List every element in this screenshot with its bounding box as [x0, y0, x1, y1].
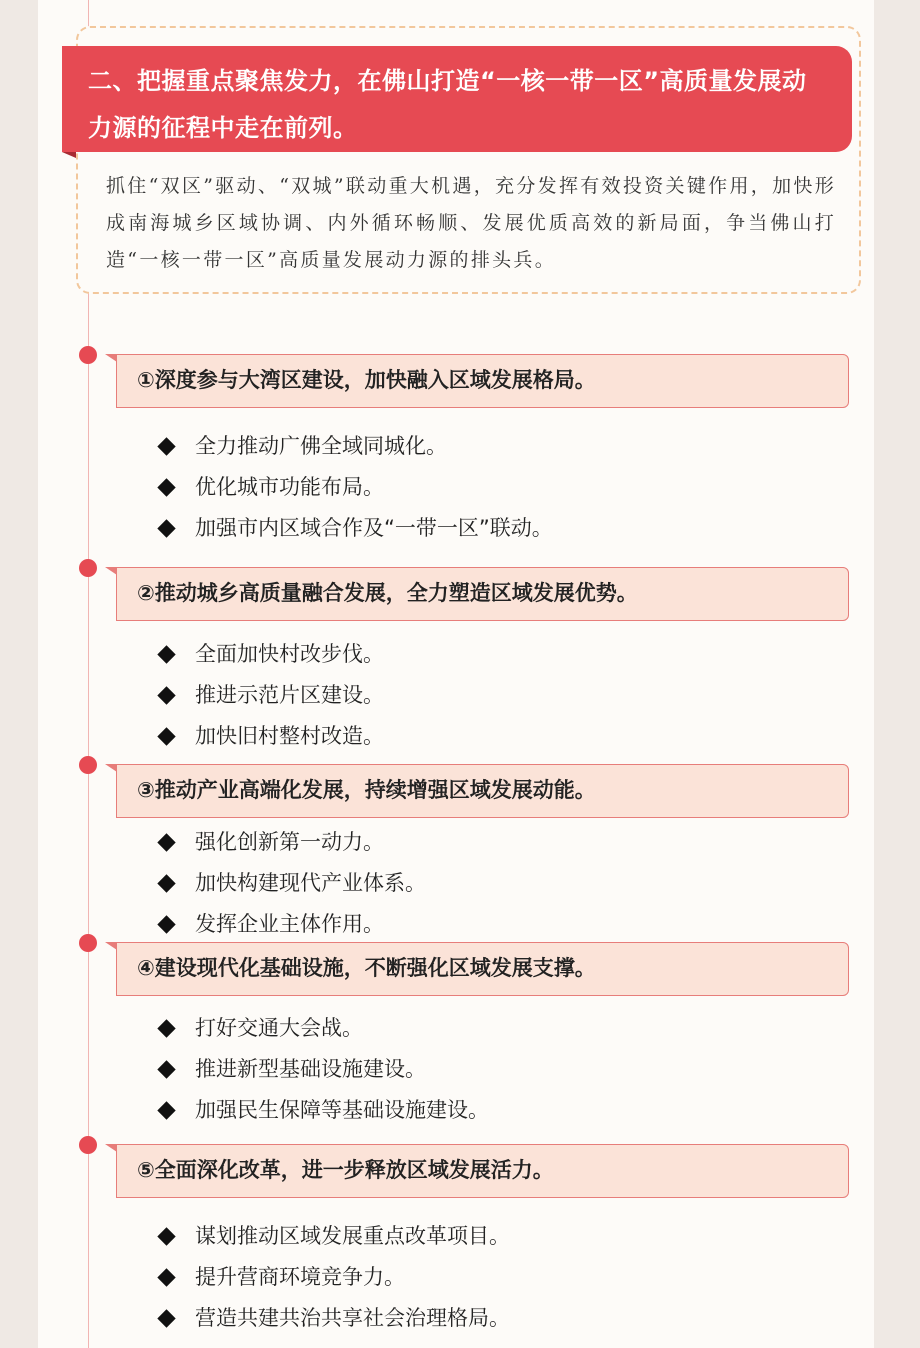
section-heading: [116, 567, 849, 621]
heading-notch: [105, 764, 117, 772]
banner-fold: [62, 152, 76, 158]
diamond-bullet-icon: [157, 1101, 175, 1119]
list-item-text: 推进新型基础设施建设。: [195, 1057, 426, 1081]
section-heading-text: ④建设现代化基础设施，不断强化区域发展支撑。: [137, 956, 596, 980]
diamond-bullet-icon: [157, 727, 175, 745]
list-item: [156, 1298, 876, 1339]
heading-notch: [105, 567, 117, 575]
timeline-dot: [79, 346, 97, 364]
list-item: [156, 904, 876, 945]
list-item-text: 打好交通大会战。: [195, 1016, 363, 1040]
list-item-text: 优化城市功能布局。: [195, 475, 384, 499]
diamond-bullet-icon: [157, 1019, 175, 1037]
list-item: [156, 716, 876, 757]
diamond-bullet-icon: [157, 478, 175, 496]
intro-text: 抓住“双区”驱动、“双城”联动重大机遇，充分发挥有效投资关键作用，加快形成南海城乡区域协调、内外循环畅顺、发展优质高效的新局面，争当佛山打造“一核一带一区”高质量发展动力源的排头兵。: [106, 175, 836, 271]
list-item: [156, 1257, 876, 1298]
list-item-text: 全力推动广佛全域同城化。: [195, 434, 447, 458]
diamond-bullet-icon: [157, 1227, 175, 1245]
list-item-text: 营造共建共治共享社会治理格局。: [195, 1306, 510, 1330]
bullet-list: [156, 634, 876, 757]
list-item-text: 加强市内区域合作及“一带一区”联动。: [195, 516, 553, 540]
diamond-bullet-icon: [157, 874, 175, 892]
list-item-text: 发挥企业主体作用。: [195, 912, 384, 936]
heading-notch: [105, 354, 117, 362]
timeline-dot: [79, 559, 97, 577]
section-heading: [116, 942, 849, 996]
heading-notch: [105, 1144, 117, 1152]
bullet-list: [156, 1008, 876, 1131]
list-item-text: 强化创新第一动力。: [195, 830, 384, 854]
section-heading: [116, 1144, 849, 1198]
section-heading-text: ①深度参与大湾区建设，加快融入区域发展格局。: [137, 368, 596, 392]
timeline-dot: [79, 934, 97, 952]
list-item: [156, 1216, 876, 1257]
list-item: [156, 1049, 876, 1090]
list-item: [156, 1008, 876, 1049]
list-item: [156, 863, 876, 904]
list-item: [156, 675, 876, 716]
heading-notch: [105, 942, 117, 950]
list-item: [156, 467, 876, 508]
list-item: [156, 822, 876, 863]
intro-title-banner: [62, 46, 852, 152]
intro-title: 二、把握重点聚焦发力，在佛山打造“一核一带一区”高质量发展动力源的征程中走在前列。: [88, 67, 807, 142]
diamond-bullet-icon: [157, 645, 175, 663]
diamond-bullet-icon: [157, 1309, 175, 1327]
diamond-bullet-icon: [157, 915, 175, 933]
section-heading-text: ②推动城乡高质量融合发展，全力塑造区域发展优势。: [137, 581, 638, 605]
section-heading: [116, 354, 849, 408]
list-item: [156, 1090, 876, 1131]
list-item: [156, 426, 876, 467]
list-item-text: 谋划推动区域发展重点改革项目。: [195, 1224, 510, 1248]
diamond-bullet-icon: [157, 686, 175, 704]
bullet-list: [156, 426, 876, 549]
diamond-bullet-icon: [157, 1060, 175, 1078]
timeline-dot: [79, 1136, 97, 1154]
section-heading-text: ⑤全面深化改革，进一步释放区域发展活力。: [137, 1158, 554, 1182]
section-heading-text: ③推动产业高端化发展，持续增强区域发展动能。: [137, 778, 596, 802]
section-heading: [116, 764, 849, 818]
list-item-text: 加快旧村整村改造。: [195, 724, 384, 748]
diamond-bullet-icon: [157, 437, 175, 455]
bullet-list: [156, 822, 876, 945]
list-item-text: 加强民生保障等基础设施建设。: [195, 1098, 489, 1122]
bullet-list: [156, 1216, 876, 1339]
diamond-bullet-icon: [157, 519, 175, 537]
list-item-text: 全面加快村改步伐。: [195, 642, 384, 666]
list-item-text: 推进示范片区建设。: [195, 683, 384, 707]
list-item-text: 提升营商环境竞争力。: [195, 1265, 405, 1289]
list-item: [156, 634, 876, 675]
diamond-bullet-icon: [157, 1268, 175, 1286]
timeline-dot: [79, 756, 97, 774]
list-item-text: 加快构建现代产业体系。: [195, 871, 426, 895]
list-item: [156, 508, 876, 549]
diamond-bullet-icon: [157, 833, 175, 851]
